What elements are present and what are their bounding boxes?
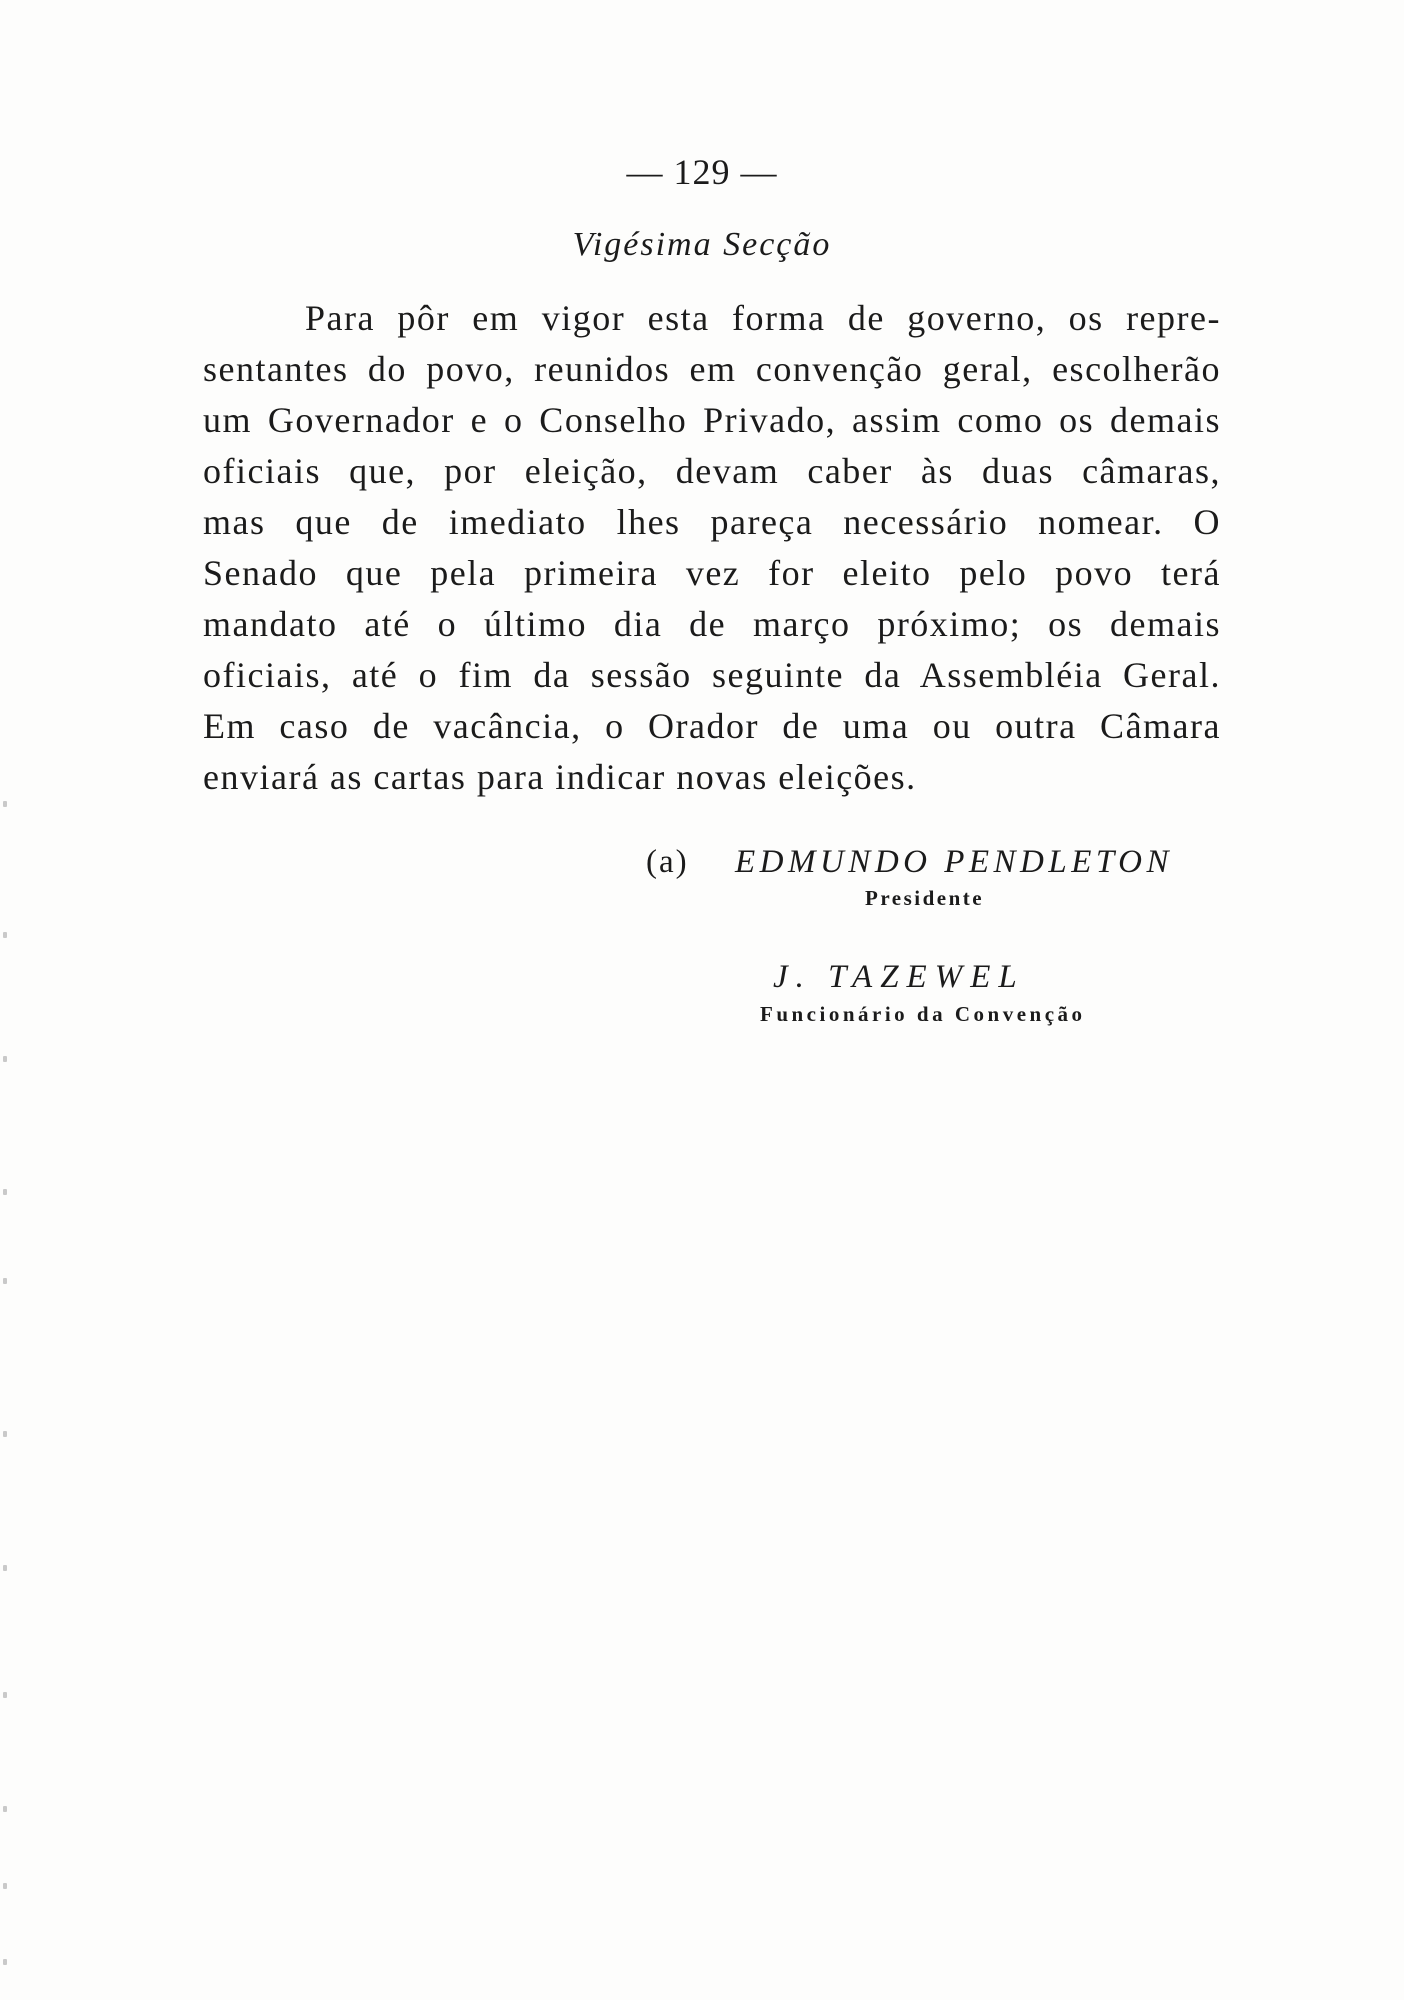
body-paragraph <box>203 293 1221 803</box>
body-line: Para pôr em vigor esta forma de governo, os repre- <box>305 298 1221 338</box>
scan-speck <box>3 1959 7 1965</box>
body-line: sentantes do povo, reunidos em convenção geral, escolherão <box>203 349 1221 389</box>
scan-speck <box>3 1692 7 1698</box>
signatory-title: Presidente <box>865 886 985 910</box>
scan-speck <box>3 1189 7 1195</box>
scan-speck <box>3 1056 7 1062</box>
signatory-name: J. TAZEWEL <box>773 959 1025 995</box>
body-line: oficiais, até o fim da sessão seguinte da Assembléia Geral. <box>203 655 1221 695</box>
body-line: mandato até o último dia de março próximo; os demais <box>203 604 1221 644</box>
scan-speck <box>3 801 7 807</box>
scan-speck <box>3 1431 7 1437</box>
body-line: oficiais que, por eleição, devam caber às duas câmaras, <box>203 451 1221 491</box>
section-heading: Vigésima Secção <box>572 226 832 263</box>
scan-speck <box>3 1278 7 1284</box>
body-line: um Governador e o Conselho Privado, assim como os demais <box>203 400 1221 440</box>
page-number: — 129 — <box>626 152 778 192</box>
body-line: Senado que pela primeira vez for eleito pelo povo terá <box>203 553 1221 593</box>
body-line: enviará as cartas para indicar novas eleições. <box>203 757 917 797</box>
body-line: Em caso de vacância, o Orador de uma ou outra Câmara <box>203 706 1221 746</box>
signatory-title: Funcionário da Convenção <box>760 1002 1086 1026</box>
scan-speck <box>3 1565 7 1571</box>
scan-speck <box>3 932 7 938</box>
signatory-name: EDMUNDO PENDLETON <box>735 844 1174 880</box>
signature-prefix: (a) <box>646 844 689 880</box>
scan-speck <box>3 1883 7 1889</box>
scan-speck <box>3 1806 7 1812</box>
body-line: mas que de imediato lhes pareça necessário nomear. O <box>203 502 1221 542</box>
